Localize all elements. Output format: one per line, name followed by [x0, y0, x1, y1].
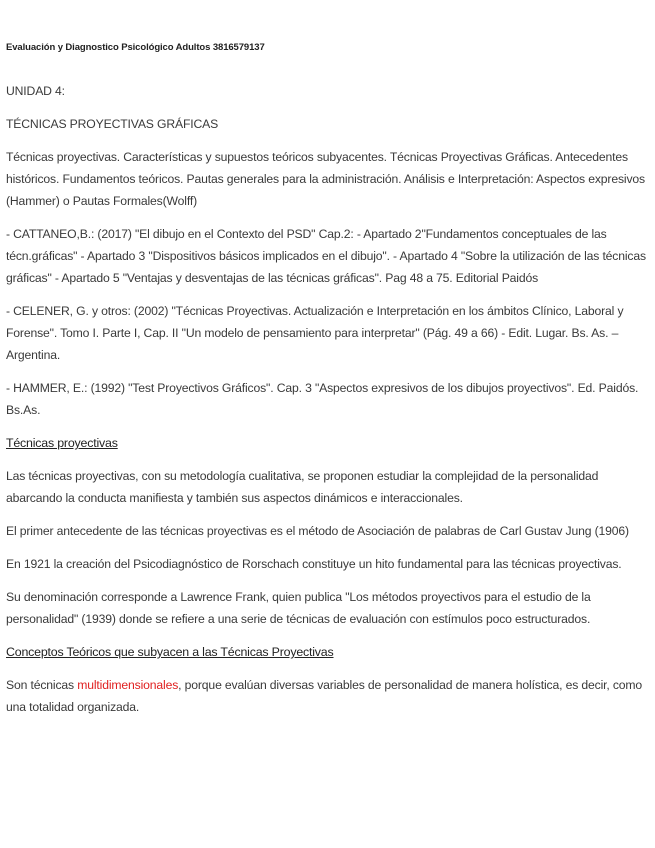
- unit-label: UNIDAD 4:: [6, 84, 65, 98]
- section1-paragraph-3: En 1921 la creación del Psicodiagnóstico de Rorschach constituye un hito fundamental para las técnicas proyectivas.: [6, 557, 622, 571]
- reference-celener: - CELENER, G. y otros: (2002) "Técnicas Proyectivas. Actualización e Interpretación en los ámbitos Clínico, Laboral y Forense". Tomo I. Parte I, Cap. II "Un modelo de pensamiento para interpretar" (Pág. 49 a 66) - Edit. Lugar. Bs. As. – Argentina.: [6, 304, 624, 362]
- reference-hammer: - HAMMER, E.: (1992) "Test Proyectivos Gráficos". Cap. 3 "Aspectos expresivos de los dibujos proyectivos". Ed. Paidós. Bs.As.: [6, 381, 639, 417]
- document-body: [6, 80, 647, 729]
- section2-paragraph-1: [6, 674, 647, 718]
- reference-cattaneo: - CATTANEO,B.: (2017) "El dibujo en el Contexto del PSD" Cap.2: - Apartado 2"Fundamentos conceptuales de las técn.gráficas" - Apartado 3 "Dispositivos básicos implicados en el dibujo". - Apartado 4 "Sobre la utilización de las técnicas gráficas" - Apartado 5 "Ventajas y desventajas de las técnicas gráficas". Pag 48 a 75. Editorial Paidós: [6, 227, 646, 285]
- section-heading-conceptos-teoricos: Conceptos Teóricos que subyacen a las Técnicas Proyectivas: [6, 645, 334, 659]
- section1-paragraph-4: Su denominación corresponde a Lawrence Frank, quien publica "Los métodos proyectivos para el estudio de la personalidad" (1939) donde se refiere a una serie de técnicas de evaluación con estímulos poco estructurados.: [6, 590, 591, 626]
- highlighted-term: multidimensionales: [77, 678, 179, 692]
- section2-text-before: Son técnicas: [6, 678, 78, 692]
- syllabus-paragraph: Técnicas proyectivas. Características y supuestos teóricos subyacentes. Técnicas Proyectivas Gráficas. Antecedentes históricos. Fundamentos teóricos. Pautas generales para la administración. Análisis e Interpretación: Aspectos expresivos (Hammer) o Pautas Formales(Wolff): [6, 150, 645, 208]
- unit-title: TÉCNICAS PROYECTIVAS GRÁFICAS: [6, 117, 219, 131]
- section1-paragraph-1: Las técnicas proyectivas, con su metodología cualitativa, se proponen estudiar la complejidad de la personalidad abarcando la conducta manifiesta y también sus aspectos dinámicos e interaccionales.: [6, 469, 599, 505]
- section2-text-after: , porque evalúan diversas variables de personalidad de manera holística, es decir, como una totalidad organizada.: [6, 678, 643, 714]
- section-heading-tecnicas-proyectivas: Técnicas proyectivas: [6, 436, 118, 450]
- document-header: Evaluación y Diagnostico Psicológico Adultos 3816579137: [6, 42, 265, 53]
- section1-paragraph-2: El primer antecedente de las técnicas proyectivas es el método de Asociación de palabras de Carl Gustav Jung (1906): [6, 524, 629, 538]
